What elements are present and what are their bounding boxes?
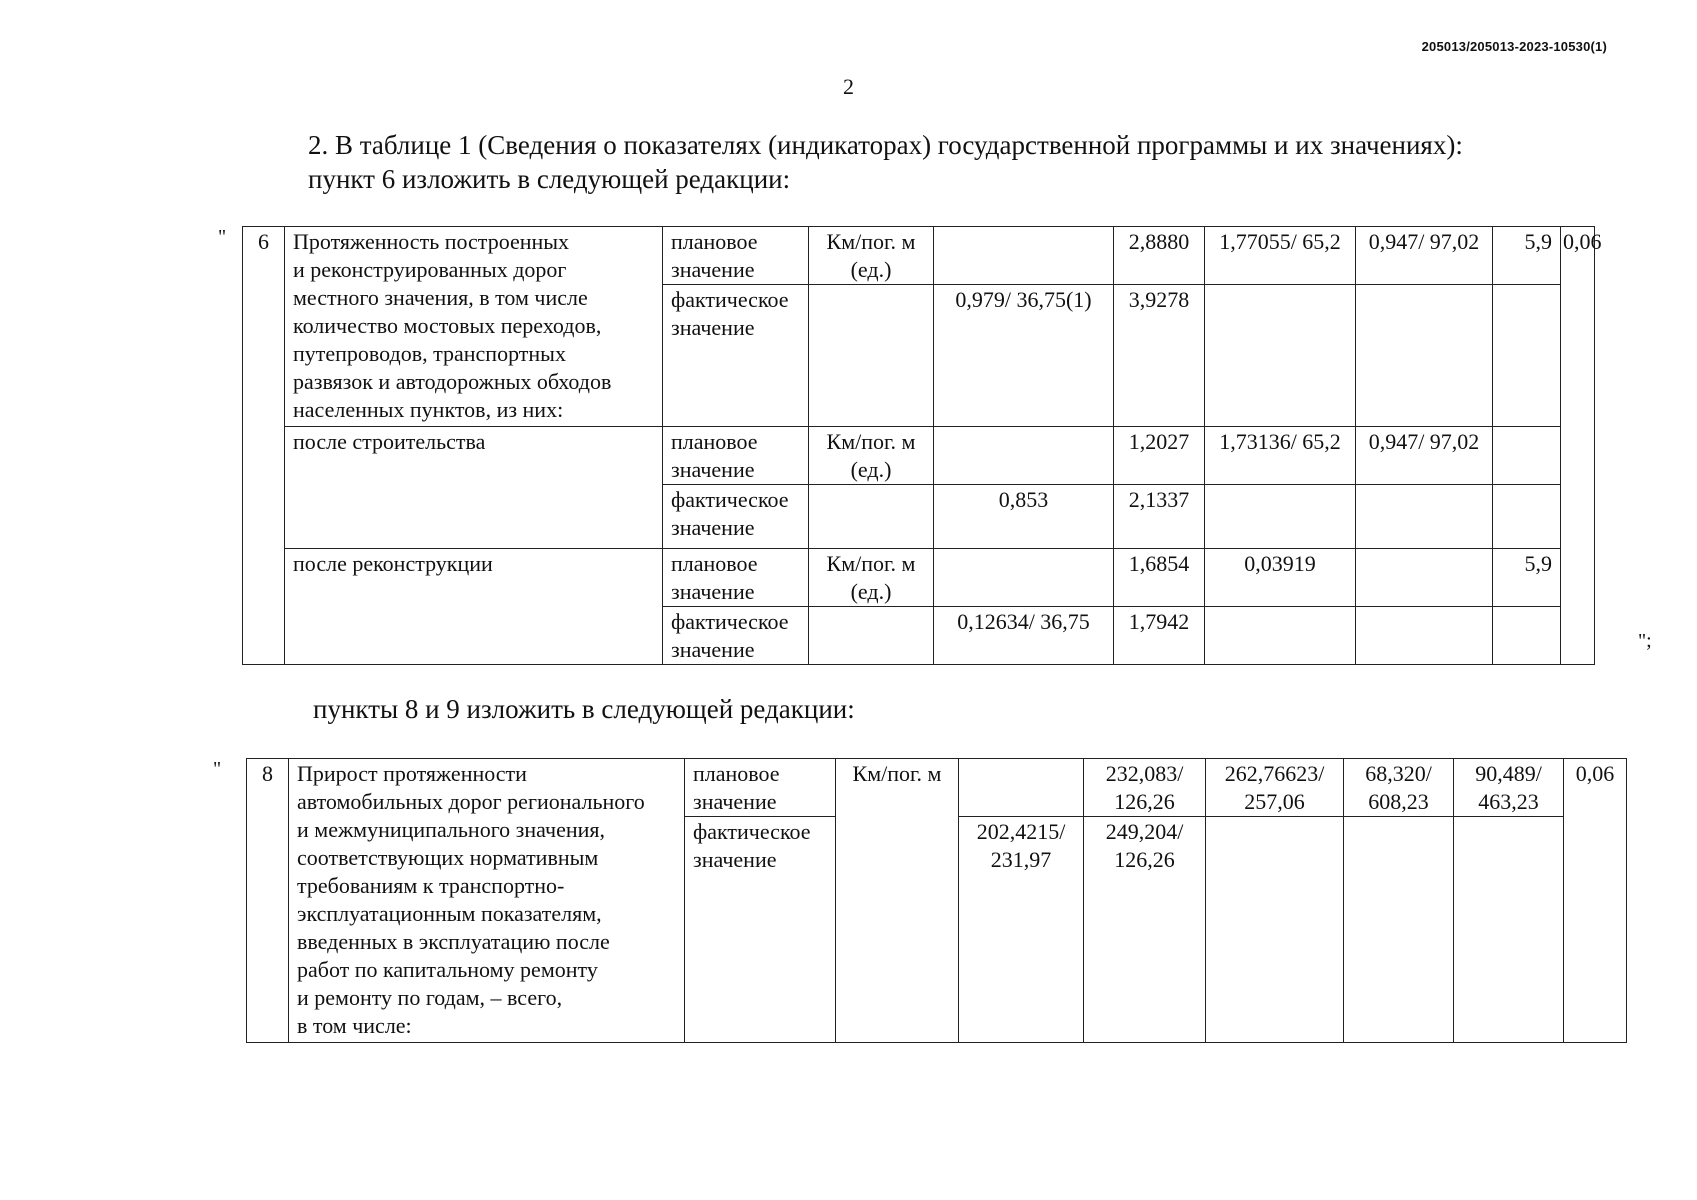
indicator-name-line: путепроводов, транспортных [293, 341, 566, 366]
indicator-table-8 [246, 758, 1627, 1043]
indicator-name-line: Протяженность построенных [293, 229, 570, 254]
indicator-name-line: количество мостовых переходов, [293, 313, 602, 338]
value-cell [1561, 427, 1595, 665]
indicator-name-line: и реконструированных дорог [293, 257, 567, 282]
value-type-fact: фактическое значение [663, 285, 809, 427]
closing-quote-1: "; [1638, 630, 1652, 652]
unit: Км/пог. м (ед.) [809, 427, 934, 485]
value-cell: 1,7942 [1114, 607, 1205, 665]
value-cell: 68,320/ 608,23 [1344, 759, 1454, 817]
value-cell: 0,853 [934, 485, 1114, 549]
value-cell: 1,77055/ 65,2 [1205, 227, 1356, 285]
value-type-fact: фактическое значение [685, 817, 836, 1043]
unit [809, 285, 934, 427]
indicator-name-line: и межмуниципального значения, [297, 817, 606, 842]
value-cell: 232,083/ 126,26 [1084, 759, 1206, 817]
value-cell: 0,979/ 36,75(1) [934, 285, 1114, 427]
indicator-name-line: работ по капитальному ремонту [297, 957, 598, 982]
unit: Км/пог. м (ед.) [809, 227, 934, 285]
indicator-name-line: местного значения, в том числе [293, 285, 588, 310]
value-cell: 202,4215/ 231,97 [959, 817, 1084, 1043]
value-cell: 1,6854 [1114, 549, 1205, 607]
value-cell [934, 227, 1114, 285]
value-type-fact: фактическое значение [663, 485, 809, 549]
value-type-plan: плановое значение [663, 549, 809, 607]
value-cell: 5,9 [1493, 549, 1561, 607]
value-cell: 0,947/ 97,02 [1356, 227, 1493, 285]
intro-line-2: пункт 6 изложить в следующей редакции: [308, 164, 791, 194]
row-number: 8 [247, 759, 289, 1043]
indicator-name-line: и ремонту по годам, – всего, [297, 985, 563, 1010]
value-cell [1356, 485, 1493, 549]
indicator-name-line: автомобильных дорог регионального [297, 789, 645, 814]
opening-quote-2: " [213, 758, 222, 780]
intro-line-1: 2. В таблице 1 (Сведения о показателях (индикаторах) государственной программы и их значениях): [308, 130, 1463, 160]
value-cell: 2,1337 [1114, 485, 1205, 549]
value-cell: 1,2027 [1114, 427, 1205, 485]
value-cell [1493, 427, 1561, 485]
indicator-name-line: введенных в эксплуатацию после [297, 929, 610, 954]
value-cell [1356, 607, 1493, 665]
value-cell [959, 759, 1084, 817]
indicator-name-line: эксплуатационным показателям, [297, 901, 602, 926]
value-cell: 0,06 [1564, 759, 1627, 1043]
indicator-name [285, 227, 663, 427]
value-type-plan: плановое значение [663, 227, 809, 285]
value-type-plan: плановое значение [685, 759, 836, 817]
value-cell [1344, 817, 1454, 1043]
indicator-table-6 [242, 226, 1602, 665]
subitem-reconstruction: после реконструкции [285, 549, 663, 665]
subitem-construction: после строительства [285, 427, 663, 549]
value-cell [1493, 285, 1561, 427]
value-cell [1454, 817, 1564, 1043]
indicator-name-line: требованиям к транспортно- [297, 873, 565, 898]
indicator-name-line: Прирост протяженности [297, 761, 527, 786]
indicator-name-line: развязок и автодорожных обходов [293, 369, 612, 394]
value-cell: 1,73136/ 65,2 [1205, 427, 1356, 485]
unit: Км/пог. м [836, 759, 959, 1043]
opening-quote-1: " [218, 226, 227, 248]
value-cell: 0,06 [1561, 227, 1595, 427]
value-type-plan: плановое значение [663, 427, 809, 485]
value-cell [1205, 285, 1356, 427]
value-cell: 262,76623/ 257,06 [1206, 759, 1344, 817]
indicator-name-line: в том числе: [297, 1013, 412, 1038]
value-cell [1206, 817, 1344, 1043]
indicator-name-line: соответствующих нормативным [297, 845, 599, 870]
indicator-name-line: населенных пунктов, из них: [293, 397, 564, 422]
value-cell [934, 549, 1114, 607]
page-number: 2 [843, 74, 854, 99]
intro-paragraph-2: пункты 8 и 9 изложить в следующей редакции: [313, 694, 855, 724]
unit [809, 607, 934, 665]
row-number: 6 [243, 227, 285, 665]
unit: Км/пог. м (ед.) [809, 549, 934, 607]
value-cell: 5,9 [1493, 227, 1561, 285]
document-id: 205013/205013-2023-10530(1) [1421, 39, 1607, 54]
value-cell: 249,204/ 126,26 [1084, 817, 1206, 1043]
value-cell [1205, 485, 1356, 549]
value-cell: 0,12634/ 36,75 [934, 607, 1114, 665]
indicator-name [289, 759, 685, 1043]
value-cell: 2,8880 [1114, 227, 1205, 285]
value-cell [1356, 285, 1493, 427]
value-cell [1493, 607, 1561, 665]
value-cell [934, 427, 1114, 485]
intro-paragraph [308, 128, 1463, 196]
value-cell: 3,9278 [1114, 285, 1205, 427]
value-cell [1356, 549, 1493, 607]
value-type-fact: фактическое значение [663, 607, 809, 665]
value-cell: 0,03919 [1205, 549, 1356, 607]
value-cell [1205, 607, 1356, 665]
value-cell: 0,947/ 97,02 [1356, 427, 1493, 485]
unit [809, 485, 934, 549]
value-cell [1493, 485, 1561, 549]
value-cell: 90,489/ 463,23 [1454, 759, 1564, 817]
